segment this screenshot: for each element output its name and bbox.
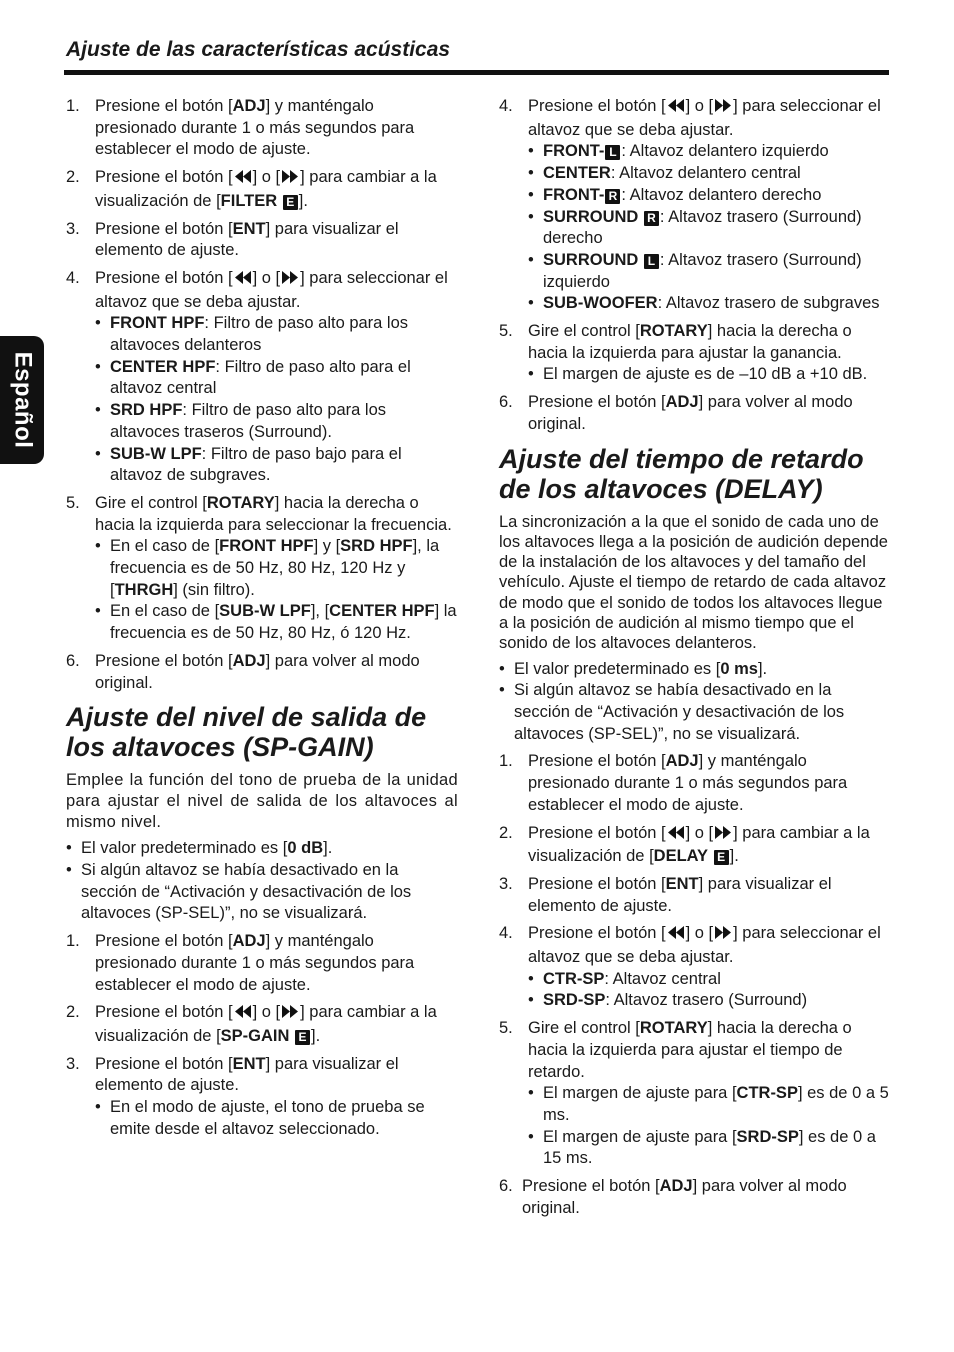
list-item: • Si algún altavoz se había desactivado en la sección de “Activación y desactivación de los altavoces (SP-SEL)”, no se visualizará. (66, 860, 458, 925)
key-badge: R (644, 211, 659, 226)
key-badge: E (283, 195, 298, 210)
prev-track-icon (666, 98, 686, 120)
list-item: • El valor predeterminado es [0 dB]. (66, 838, 458, 860)
step-item: 4. Presione el botón [ ] o [ ] para seleccionar el altavoz que se deba ajustar. • FRONT- L : Altavoz delantero izquierdo • CENTER: Altavoz delantero central • FRONT- R : Altavoz delantero derecho • SURROUND R : Altavoz trasero (Surround) derecho • SURROUND L : Altavoz trasero (Surround) izquierdo • SUB-WOOFER: Altavoz trasero de subgraves (499, 96, 891, 315)
bullet-list (95, 536, 458, 645)
list-item: • SUB-WOOFER: Altavoz trasero de subgraves (528, 293, 891, 315)
step-item: 6. Presione el botón [ADJ] para volver al modo original. (66, 651, 420, 692)
step-item: 2. Presione el botón [ ] o [ ] para cambiar a la visualización de [DELAY E ]. (499, 823, 870, 866)
list-item: • El margen de ajuste para [CTR-SP] es de 0 a 5 ms. (528, 1083, 891, 1126)
prev-track-icon (233, 169, 253, 191)
list-item: • El margen de ajuste para [SRD-SP] es de 0 a 15 ms. (528, 1127, 891, 1170)
step-item: 5. Gire el control [ROTARY] hacia la derecha o hacia la izquierda para seleccionar la frecuencia. • En el caso de [FRONT HPF] y [SRD HPF], la frecuencia es de 50 Hz, 80 Hz, 120 Hz y [THRGH] (sin filtro). • En el caso de [SUB-W LPF], [CENTER HPF] la frecuencia es de 50 Hz, 80 Hz, ó 120 Hz. (66, 493, 458, 645)
bullet-list (528, 141, 891, 315)
list-item: • CENTER: Altavoz delantero central (528, 163, 891, 185)
bullet-list (95, 1097, 458, 1140)
step-item: 2. Presione el botón [ ] o [ ] para cambiar a la visualización de [SP-GAIN E ]. (66, 1003, 437, 1045)
prev-track-icon (666, 925, 686, 947)
key-badge: L (644, 254, 659, 269)
step-item: 6. Presione el botón [ADJ] para volver al modo original. (499, 1177, 847, 1217)
key-badge: E (295, 1030, 310, 1045)
section-intro: Emplee la función del tono de prueba de la unidad para ajustar el nivel de salida de los altavoces al mismo nivel. (66, 771, 458, 832)
list-item: • CENTER HPF: Filtro de paso alto para el altavoz central (95, 357, 458, 400)
list-item: • En el modo de ajuste, el tono de prueba se emite desde el altavoz seleccionado. (95, 1097, 458, 1140)
step-item: 4. Presione el botón [ ] o [ ] para seleccionar el altavoz que se deba ajustar. • CTR-SP: Altavoz central • SRD-SP: Altavoz trasero (Surround) (499, 923, 891, 1012)
next-track-icon (713, 925, 733, 947)
list-item: • FRONT HPF: Filtro de paso alto para los altavoces delanteros (95, 313, 458, 356)
list-item: • CTR-SP: Altavoz central (528, 969, 891, 991)
next-track-icon (280, 169, 300, 191)
list-item: • SURROUND R : Altavoz trasero (Surround) derecho (528, 207, 891, 250)
list-item: • FRONT- R : Altavoz delantero derecho (528, 185, 891, 207)
step-item: 6. Presione el botón [ADJ] para volver al modo original. (499, 393, 853, 433)
next-track-icon (713, 825, 733, 847)
next-track-icon (280, 1004, 300, 1026)
header-rule (64, 70, 889, 75)
list-item: • El valor predeterminado es [0 ms]. (499, 659, 891, 681)
step-item: 3. Presione el botón [ENT] para visualizar el elemento de ajuste. • En el modo de ajuste, el tono de prueba se emite desde el altavoz seleccionado. (66, 1054, 458, 1141)
step-item: 1. Presione el botón [ADJ] y manténgalo presionado durante 1 o más segundos para establecer el modo de ajuste. (499, 752, 848, 814)
section-heading-delay: Ajuste del tiempo de retardo de los altavoces (DELAY) (499, 443, 864, 504)
list-item: • El margen de ajuste es de –10 dB a +10 dB. (528, 364, 891, 386)
key-badge: E (714, 850, 729, 865)
list-item: • En el caso de [FRONT HPF] y [SRD HPF], la frecuencia es de 50 Hz, 80 Hz, 120 Hz y [THRGH] (sin filtro). (95, 536, 458, 601)
bullet-list (95, 313, 458, 487)
language-side-tab (0, 336, 44, 464)
bullet-list (528, 969, 891, 1012)
list-item: • SUB-W LPF: Filtro de paso bajo para el altavoz de subgraves. (95, 444, 458, 487)
prev-track-icon (233, 1004, 253, 1026)
prev-track-icon (233, 270, 253, 292)
next-track-icon (280, 270, 300, 292)
next-track-icon (713, 98, 733, 120)
key-badge: R (605, 189, 620, 204)
section-heading-sp-gain: Ajuste del nivel de salida de los altavoces (SP-GAIN) (66, 702, 427, 763)
step-item: 3. Presione el botón [ENT] para visualizar el elemento de ajuste. (66, 219, 399, 260)
right-column (499, 96, 891, 1226)
step-item: 1. Presione el botón [ADJ] y manténgalo presionado durante 1 o más segundos para establecer el modo de ajuste. (66, 932, 415, 994)
list-item: • Si algún altavoz se había desactivado en la sección de “Activación y desactivación de los altavoces (SP-SEL)”, no se visualizará. (499, 680, 891, 745)
step-item: 4. Presione el botón [ ] o [ ] para seleccionar el altavoz que se deba ajustar. • FRONT HPF: Filtro de paso alto para los altavoces delanteros • CENTER HPF: Filtro de paso alto para el altavoz central • SRD HPF: Filtro de paso alto para los altavoces traseros (Surround). • SUB-W LPF: Filtro de paso bajo para el altavoz de subgraves. (66, 268, 458, 487)
key-badge: L (605, 145, 620, 160)
section-intro: La sincronización a la que el sonido de cada uno de los altavoces llega a la posición de audición depende de la instalación de los altavoces y del tamaño del vehículo. Ajuste el tiempo de retardo de cada altavoz de modo que el sonido de todos los altavoces llegue a la posición de audición al mismo tiempo que el sonido de los altavoces delanteros. (499, 512, 888, 653)
left-column (66, 96, 458, 1146)
bullet-list (499, 659, 891, 746)
side-tab-label: Español (9, 351, 37, 449)
list-item: • FRONT- L : Altavoz delantero izquierdo (528, 141, 891, 163)
list-item: • SURROUND L : Altavoz trasero (Surround) izquierdo (528, 250, 891, 293)
bullet-list (528, 364, 891, 386)
list-item: • En el caso de [SUB-W LPF], [CENTER HPF] la frecuencia es de 50 Hz, 80 Hz, ó 120 Hz. (95, 601, 458, 644)
step-item: 5. Gire el control [ROTARY] hacia la derecha o hacia la izquierda para ajustar la ganancia. • El margen de ajuste es de –10 dB a +10 dB. (499, 321, 891, 386)
list-item: • SRD HPF: Filtro de paso alto para los altavoces traseros (Surround). (95, 400, 458, 443)
page-header-title: Ajuste de las características acústicas (66, 38, 451, 61)
step-item: 2. Presione el botón [ ] o [ ] para cambiar a la visualización de [FILTER E ]. (66, 168, 437, 210)
step-item: 3. Presione el botón [ENT] para visualizar el elemento de ajuste. (499, 874, 832, 915)
bullet-list (66, 838, 458, 925)
step-item: 1. Presione el botón [ADJ] y manténgalo presionado durante 1 o más segundos para establecer el modo de ajuste. (66, 97, 415, 159)
list-item: • SRD-SP: Altavoz trasero (Surround) (528, 990, 891, 1012)
prev-track-icon (666, 825, 686, 847)
step-item: 5. Gire el control [ROTARY] hacia la derecha o hacia la izquierda para ajustar el tiempo de retardo. • El margen de ajuste para [CTR-SP] es de 0 a 5 ms. • El margen de ajuste para [SRD-SP] es de 0 a 15 ms. (499, 1018, 891, 1170)
bullet-list (528, 1083, 891, 1170)
